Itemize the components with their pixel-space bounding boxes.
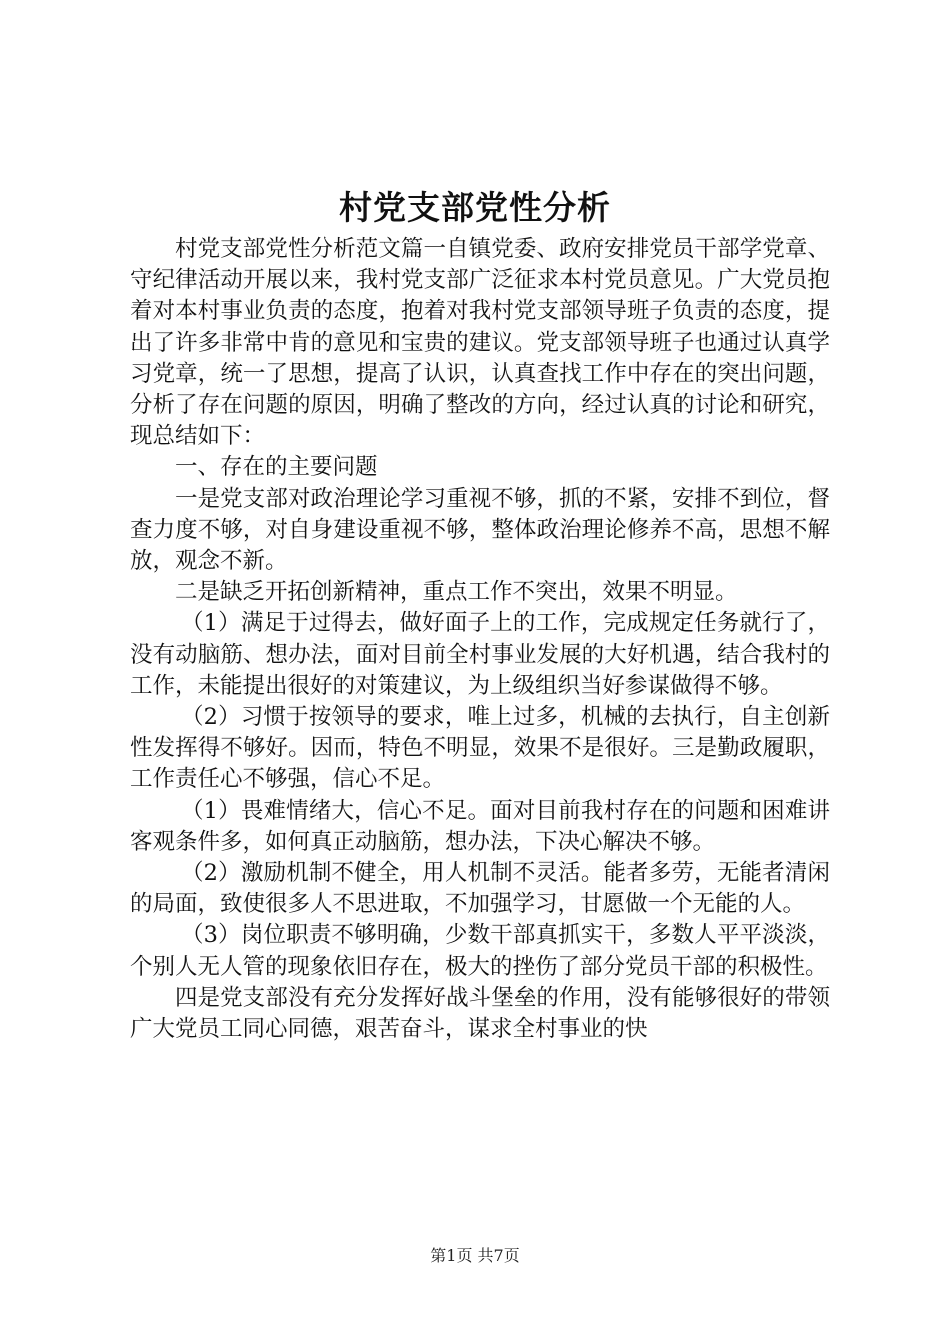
document-title: 村党支部党性分析 <box>339 188 611 227</box>
paragraph-problem-2: 二是缺乏开拓创新精神，重点工作不突出，效果不明显。 <box>175 579 738 606</box>
section-heading-problems: 一、存在的主要问题 <box>175 454 378 481</box>
paragraph-problem-3-item-1: （1）畏难情绪大，信心不足。面对目前我村存在的问题和困难讲客观条件多，如何真正动脑筋，想办法，下决心解决不够。 <box>130 797 830 855</box>
page-number-footer: 第1页 共7页 <box>430 1246 520 1265</box>
paragraph-problem-2-item-2: （2）习惯于按领导的要求，唯上过多，机械的去执行，自主创新性发挥得不够好。因而，特色不明显，效果不是很好。三是勤政履职，工作责任心不够强，信心不足。 <box>130 704 830 793</box>
paragraph-problem-2-item-1: （1）满足于过得去，做好面子上的工作，完成规定任务就行了，没有动脑筋、想办法，面对目前全村事业发展的大好机遇，结合我村的工作，未能提出很好的对策建议，为上级组织当好参谋做得不够。 <box>130 610 830 699</box>
paragraph-problem-3-item-3: （3）岗位职责不够明确，少数干部真抓实干，多数人平平淡淡，个别人无人管的现象依旧存在，极大的挫伤了部分党员干部的积极性。 <box>130 922 830 980</box>
paragraph-problem-4: 四是党支部没有充分发挥好战斗堡垒的作用，没有能够很好的带领广大党员工同心同德，艰苦奋斗，谋求全村事业的快 <box>130 984 830 1043</box>
paragraph-problem-1: 一是党支部对政治理论学习重视不够，抓的不紧，安排不到位，督查力度不够，对自身建设重视不够，整体政治理论修养不高，思想不解放，观念不新。 <box>130 485 830 575</box>
paragraph-problem-3-item-2: （2）激励机制不健全，用人机制不灵活。能者多劳，无能者清闲的局面，致使很多人不思进取，不加强学习，甘愿做一个无能的人。 <box>130 860 830 918</box>
paragraph-intro: 村党支部党性分析范文篇一自镇党委、政府安排党员干部学党章、守纪律活动开展以来，我村党支部广泛征求本村党员意见。广大党员抱着对本村事业负责的态度，抱着对我村党支部领导班子负责的态度，提出了许多非常中肯的意见和宝贵的建议。党支部领导班子也通过认真学习党章，统一了思想，提高了认识，认真查找工作中存在的突出问题，分析了存在问题的原因，明确了整改的方向，经过认真的讨论和研究，现总结如下： <box>130 236 830 450</box>
document-body <box>130 234 830 1045</box>
